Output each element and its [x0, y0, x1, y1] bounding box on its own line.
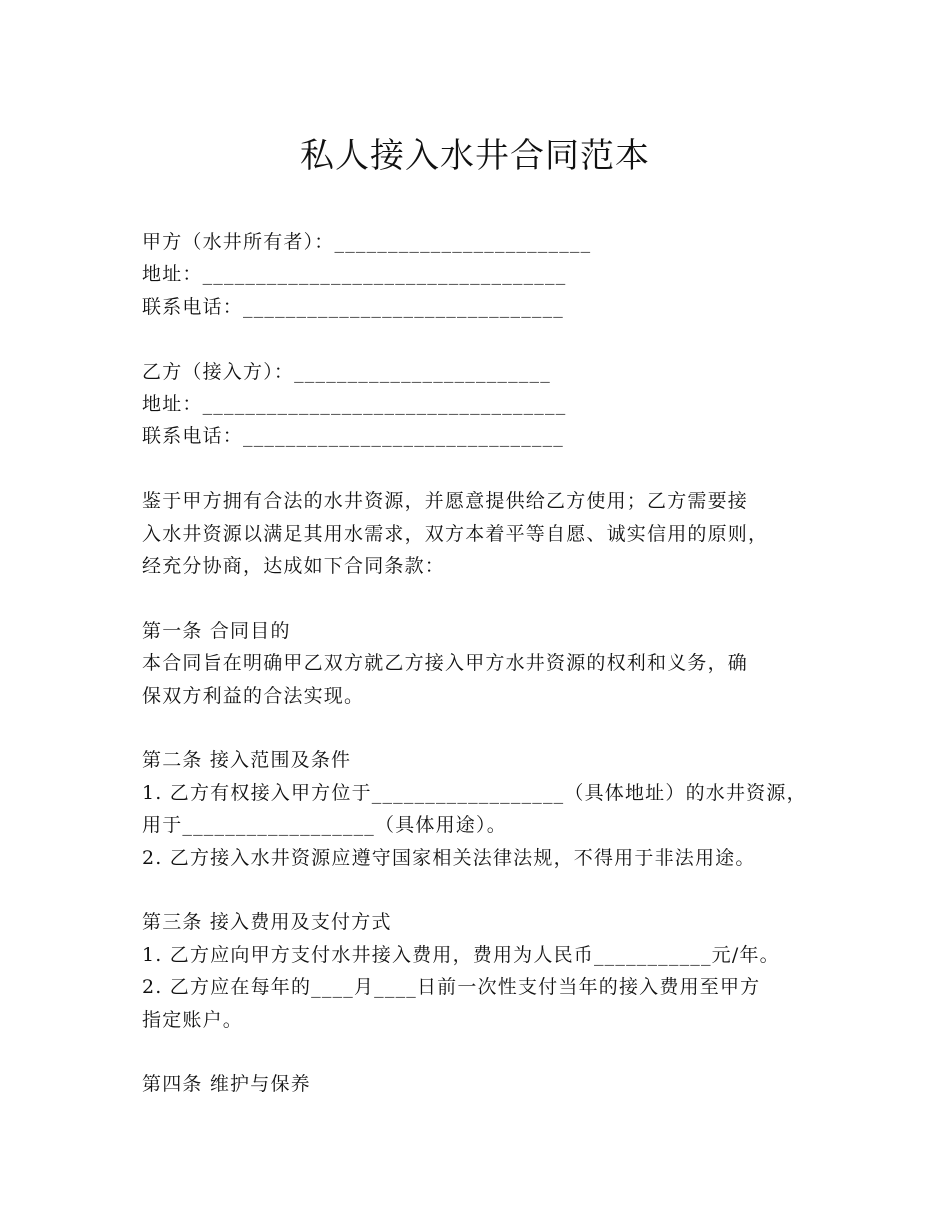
preamble-line: 入水井资源以满足其用水需求，双方本着平等自愿、诚实信用的原则，: [142, 522, 769, 545]
article-2-heading: 第二条 接入范围及条件: [142, 749, 352, 772]
spacer: [142, 453, 842, 485]
party-b-phone-line: 联系电话：______________________________: [142, 425, 565, 448]
article-3-line: 2. 乙方应在每年的____月____日前一次性支付当年的接入费用至甲方: [142, 976, 761, 999]
party-a-phone-line: 联系电话：______________________________: [142, 295, 565, 318]
spacer: [142, 874, 842, 906]
article-3-line: 1. 乙方应向甲方支付水井接入费用，费用为人民币___________元/年。: [142, 943, 780, 966]
party-b-name-line: 乙方（接入方）：________________________: [142, 360, 551, 383]
party-a-address-line: 地址：__________________________________: [142, 263, 567, 286]
spacer: [142, 582, 842, 614]
article-1-line: 保双方利益的合法实现。: [142, 684, 365, 707]
page-title: 私人接入水井合同范本: [300, 136, 650, 176]
article-1-heading: 第一条 合同目的: [142, 619, 291, 642]
party-a-name-line: 甲方（水井所有者）：________________________: [142, 231, 592, 253]
article-4-heading: 第四条 维护与保养: [142, 1073, 311, 1096]
article-1-line: 本合同旨在明确甲乙双方就乙方接入甲方水井资源的权利和义务，确: [142, 652, 749, 675]
article-2-line: 2. 乙方接入水井资源应遵守国家相关法律法规，不得用于非法用途。: [142, 846, 756, 869]
article-3-line: 指定账户。: [142, 1008, 244, 1031]
party-b-address-line: 地址：__________________________________: [142, 393, 567, 416]
spacer: [142, 712, 842, 744]
spacer: [142, 323, 842, 355]
preamble-line: 鉴于甲方拥有合法的水井资源，并愿意提供给乙方使用；乙方需要接: [142, 490, 749, 513]
article-2-line: 用于__________________（具体用途）。: [142, 814, 507, 837]
article-2-line: 1. 乙方有权接入甲方位于__________________（具体地址）的水井资源，: [142, 781, 807, 804]
spacer: [142, 1036, 842, 1068]
contract-body: [142, 226, 842, 1101]
preamble-line: 经充分协商，达成如下合同条款：: [142, 555, 446, 578]
article-3-heading: 第三条 接入费用及支付方式: [142, 911, 392, 934]
